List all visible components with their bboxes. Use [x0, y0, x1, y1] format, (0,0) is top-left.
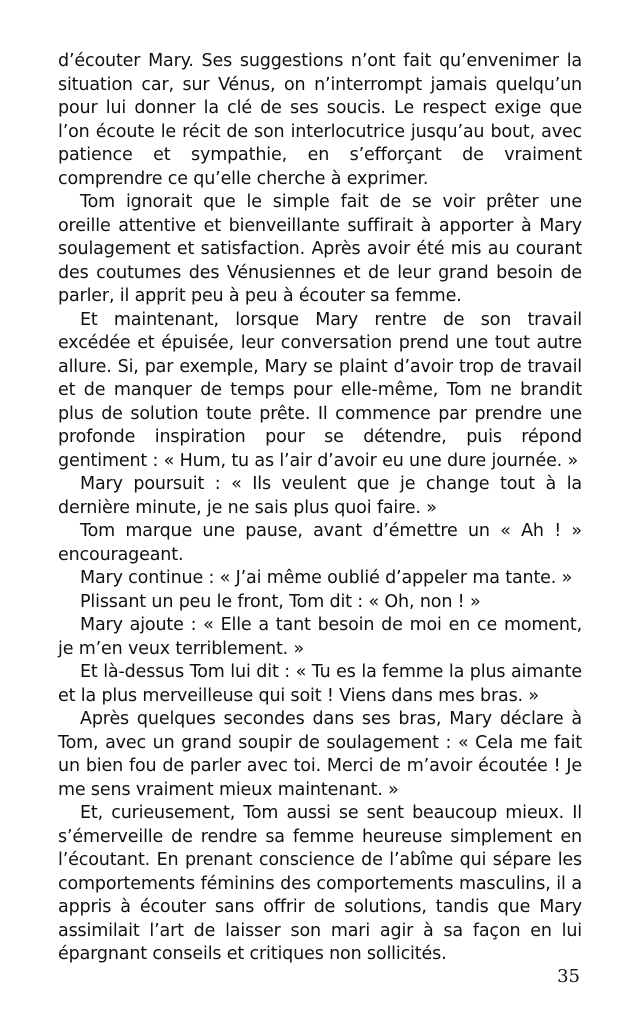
paragraph-10: Après quelques secondes dans ses bras, Mary déclare à Tom, avec un grand soupir de soulagement : « Cela me fait un bien fou de parler avec toi. Merci de m’avoir écoutée ! Je me sens vraiment mieux maintenant. »: [58, 709, 582, 800]
paragraph-4: Mary poursuit : « Ils veulent que je change tout à la dernière minute, je ne sais plus quoi faire. »: [58, 474, 582, 518]
paragraph-5: Tom marque une pause, avant d’émettre un « Ah ! » encourageant.: [58, 521, 582, 565]
paragraph-7: Plissant un peu le front, Tom dit : « Oh, non ! »: [80, 591, 481, 612]
paragraph-9: Et là-dessus Tom lui dit : « Tu es la femme la plus aimante et la plus merveilleuse qui soit ! Viens dans mes bras. »: [58, 662, 582, 706]
paragraph-3: Et maintenant, lorsque Mary rentre de son travail excédée et épuisée, leur conversation prend une tout autre allure. Si, par exemple, Mary se plaint d’avoir trop de travail et de manquer de temps pour elle-même, Tom ne brandit plus de solution toute prête. Il commence par prendre une profonde inspiration pour se détendre, puis répond gentiment : « Hum, tu as l’air d’avoir eu une dure journée. »: [58, 309, 582, 471]
paragraph-6: Mary continue : « J’ai même oublié d’appeler ma tante. »: [80, 568, 573, 588]
page-number: 35: [557, 966, 580, 987]
paragraph-1: d’écouter Mary. Ses suggestions n’ont fait qu’envenimer la situation car, sur Vénus, on n’interrompt jamais quelqu’un pour lui donner la clé de ses soucis. Le respect exige que l’on écoute le récit de son interlocutrice jusqu’au bout, avec patience et sympathie, en s’efforçant de vraiment comprendre ce qu’elle cherche à exprimer.: [58, 51, 582, 189]
paragraph-2: Tom ignorait que le simple fait de se voir prêter une oreille attentive et bienveillante suffirait à apporter à Mary soulagement et satisfaction. Après avoir été mis au courant des coutumes des Vénusiennes et de leur grand besoin de parler, il apprit peu à peu à écouter sa femme.: [58, 192, 582, 306]
paragraph-11: Et, curieusement, Tom aussi se sent beaucoup mieux. Il s’émerveille de rendre sa femme heureuse simplement en l’écoutant. En prenant conscience de l’abîme qui sépare les comportements féminins des comportements masculins, il a appris à écouter sans offrir de solutions, tandis que Mary assimilait l’art de laisser son mari agir à sa façon en lui épargnant conseils et critiques non sollicités.: [58, 803, 582, 964]
page-body: [58, 50, 582, 967]
paragraph-8: Mary ajoute : « Elle a tant besoin de moi en ce moment, je m’en veux terriblement. »: [58, 615, 582, 659]
